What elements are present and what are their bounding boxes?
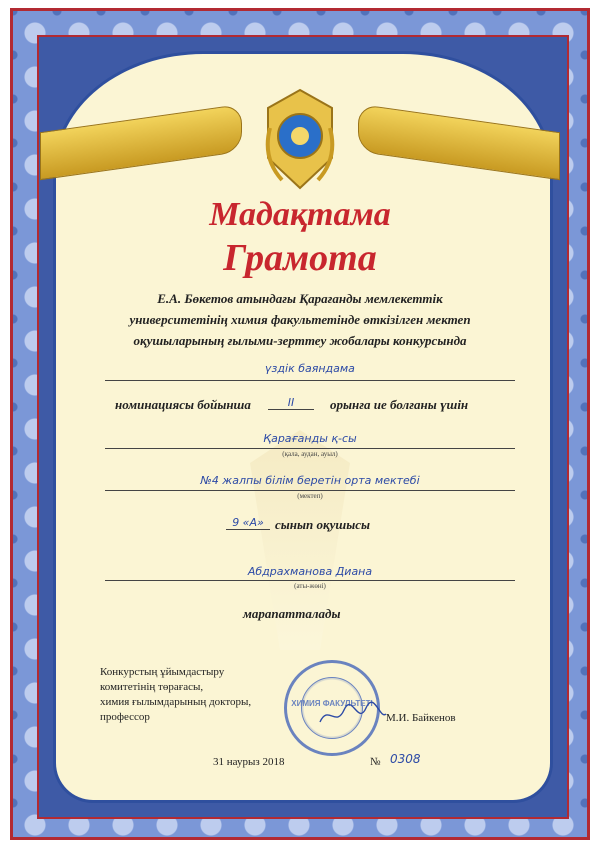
name-line xyxy=(105,580,515,581)
student-name-value: Абдрахманова Диана xyxy=(247,565,373,578)
nomination-line xyxy=(105,380,515,381)
signer-name: М.И. Байкенов xyxy=(386,712,456,724)
city-value: Қарағанды қ-сы xyxy=(263,432,357,445)
role-line: профессор xyxy=(100,711,150,723)
title-line1: Мадақтама xyxy=(209,196,391,233)
school-value: №4 жалпы білім беретін орта мектебі xyxy=(200,474,420,487)
certificate-number-label: № xyxy=(370,756,381,768)
award-description: Е.А. Бөкетов атындағы Қарағанды мемлекеттік университетінің химия факультетінде өткізілген мектеп оқушыларының ғылыми-зерттеу жобалары конкурсында xyxy=(129,291,471,348)
city-line xyxy=(105,448,515,449)
place-value: II xyxy=(268,396,314,410)
name-caption: (аты-жөні) xyxy=(294,582,326,590)
signature-scribble xyxy=(318,700,388,730)
place-label: орынға ие болғаны үшін xyxy=(330,397,469,412)
grade-value: 9 «А» xyxy=(226,516,270,530)
seal-text: ХИМИЯ ФАКУЛЬТЕТІ xyxy=(291,699,373,708)
state-emblem-icon xyxy=(262,88,338,192)
awarded-text: марапатталады xyxy=(243,606,341,621)
role-line: Конкурстың ұйымдастыру xyxy=(100,666,225,678)
school-line xyxy=(105,490,515,491)
city-caption: (қала, аудан, ауыл) xyxy=(282,450,338,458)
school-caption: (мектеп) xyxy=(297,492,323,500)
issue-date: 31 наурыз 2018 xyxy=(213,756,285,768)
nomination-label: номинациясы бойынша xyxy=(115,397,251,412)
nomination-value: үздік баяндама xyxy=(265,362,355,375)
certificate-number: 0308 xyxy=(390,752,421,766)
grade-label: сынып оқушысы xyxy=(275,517,371,532)
role-line: химия ғылымдарының докторы, xyxy=(100,696,252,708)
signatory-role xyxy=(100,665,251,725)
role-line: комитетінің төрағасы, xyxy=(100,681,204,693)
title-line2: Грамота xyxy=(223,237,377,279)
